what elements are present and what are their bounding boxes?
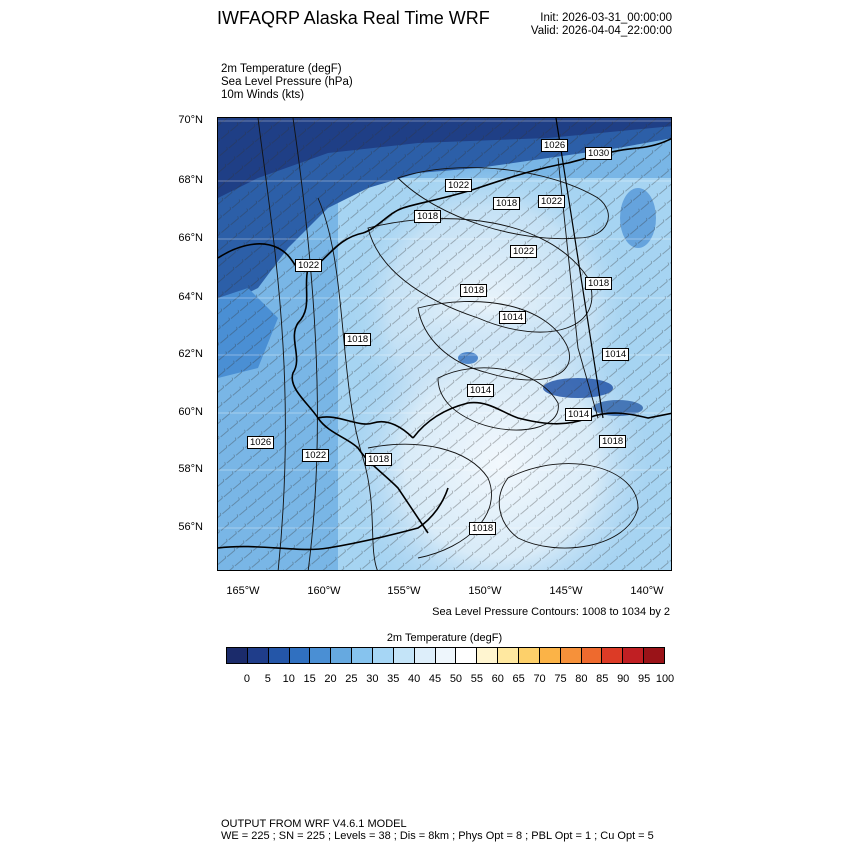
- colorbar-box: [436, 648, 457, 663]
- colorbar-tick-label: 5: [264, 673, 271, 685]
- model-version: OUTPUT FROM WRF V4.6.1 MODEL: [221, 818, 407, 830]
- colorbar-box: [290, 648, 311, 663]
- lat-label: 68°N: [178, 174, 203, 186]
- slp-label: 1014: [602, 348, 629, 361]
- colorbar-box: [373, 648, 394, 663]
- lon-label: 150°W: [468, 585, 502, 597]
- colorbar-box: [561, 648, 582, 663]
- slp-contour-note: Sea Level Pressure Contours: 1008 to 1034 by 2: [432, 606, 670, 618]
- plot-title: IWFAQRP Alaska Real Time WRF: [217, 8, 490, 28]
- valid-time: Valid: 2026-04-04_22:00:00: [530, 25, 672, 37]
- colorbar-tick-label: 100: [655, 673, 675, 685]
- lat-label: 70°N: [178, 114, 203, 126]
- colorbar-box: [394, 648, 415, 663]
- colorbar-tick-label: 40: [408, 673, 421, 685]
- field-winds: 10m Winds (kts): [221, 89, 305, 101]
- field-slp: Sea Level Pressure (hPa): [221, 76, 353, 88]
- colorbar-ticks: [226, 673, 675, 687]
- colorbar-box: [519, 648, 540, 663]
- slp-label: 1018: [344, 333, 371, 346]
- colorbar-tick-label: 25: [345, 673, 358, 685]
- colorbar-tick-label: 65: [512, 673, 525, 685]
- colorbar-tick-label: 10: [282, 673, 295, 685]
- slp-label: 1014: [467, 384, 494, 397]
- slp-label: 1018: [599, 435, 626, 448]
- lon-label: 155°W: [387, 585, 421, 597]
- colorbar-box: [248, 648, 269, 663]
- colorbar-box: [582, 648, 603, 663]
- colorbar-box: [269, 648, 290, 663]
- slp-label: 1022: [538, 195, 565, 208]
- lat-label: 60°N: [178, 406, 203, 418]
- colorbar-box: [477, 648, 498, 663]
- lat-label: 62°N: [178, 348, 203, 360]
- slp-label: 1018: [414, 210, 441, 223]
- colorbar-tick-label: 90: [617, 673, 630, 685]
- slp-label: 1022: [510, 245, 537, 258]
- init-time: Init: 2026-03-31_00:00:00: [540, 12, 672, 24]
- lat-label: 56°N: [178, 521, 203, 533]
- slp-label: 1014: [499, 311, 526, 324]
- slp-label: 1018: [493, 197, 520, 210]
- colorbar-tick-label: 50: [449, 673, 463, 685]
- slp-label: 1022: [302, 449, 329, 462]
- lon-label: 145°W: [549, 585, 583, 597]
- field-temperature: 2m Temperature (degF): [221, 63, 342, 75]
- colorbar-tick-label: 85: [596, 673, 609, 685]
- colorbar-tick-label: 35: [387, 673, 400, 685]
- colorbar-box: [644, 648, 664, 663]
- colorbar-tick-label: 70: [533, 673, 546, 685]
- slp-label: 1018: [460, 284, 487, 297]
- colorbar-box: [623, 648, 644, 663]
- lon-label: 140°W: [630, 585, 664, 597]
- colorbar-tick-label: 80: [575, 673, 588, 685]
- slp-label: 1026: [541, 139, 568, 152]
- colorbar-tick-label: 75: [554, 673, 567, 685]
- colorbar-box: [602, 648, 623, 663]
- colorbar-tick-label: 20: [324, 673, 337, 685]
- colorbar-tick-label: 15: [303, 673, 316, 685]
- colorbar-box: [540, 648, 561, 663]
- colorbar-tick-label: 45: [428, 673, 442, 685]
- slp-label: 1018: [585, 277, 612, 290]
- lon-label: 165°W: [226, 585, 260, 597]
- colorbar-box: [227, 648, 248, 663]
- slp-label: 1030: [585, 147, 612, 160]
- field-list: [221, 63, 353, 102]
- colorbar: [226, 647, 665, 664]
- model-config: WE = 225 ; SN = 225 ; Levels = 38 ; Dis = 8km ; Phys Opt = 8 ; PBL Opt = 1 ; Cu Opt = 5: [221, 830, 654, 842]
- colorbar-box: [415, 648, 436, 663]
- model-info: [221, 818, 654, 842]
- slp-label: 1014: [565, 408, 592, 421]
- colorbar-title: 2m Temperature (degF): [386, 632, 503, 644]
- colorbar-tick-label: 0: [243, 673, 250, 685]
- lat-label: 66°N: [178, 232, 203, 244]
- slp-label: 1022: [295, 259, 322, 272]
- colorbar-tick-label: 30: [366, 673, 379, 685]
- lon-label: 160°W: [307, 585, 341, 597]
- colorbar-box: [352, 648, 373, 663]
- colorbar-box: [331, 648, 352, 663]
- slp-label: 1018: [469, 522, 496, 535]
- colorbar-tick-label: 60: [491, 673, 504, 685]
- colorbar-tick-label: 55: [470, 673, 483, 685]
- slp-label: 1026: [247, 436, 274, 449]
- colorbar-box: [456, 648, 477, 663]
- colorbar-tick-label: 95: [637, 673, 651, 685]
- slp-label: 1018: [365, 453, 392, 466]
- colorbar-box: [310, 648, 331, 663]
- map-panel: [217, 117, 672, 571]
- colorbar-box: [498, 648, 519, 663]
- slp-label: 1022: [445, 179, 472, 192]
- lat-label: 58°N: [178, 463, 203, 475]
- lat-label: 64°N: [178, 291, 203, 303]
- time-info: [531, 12, 672, 38]
